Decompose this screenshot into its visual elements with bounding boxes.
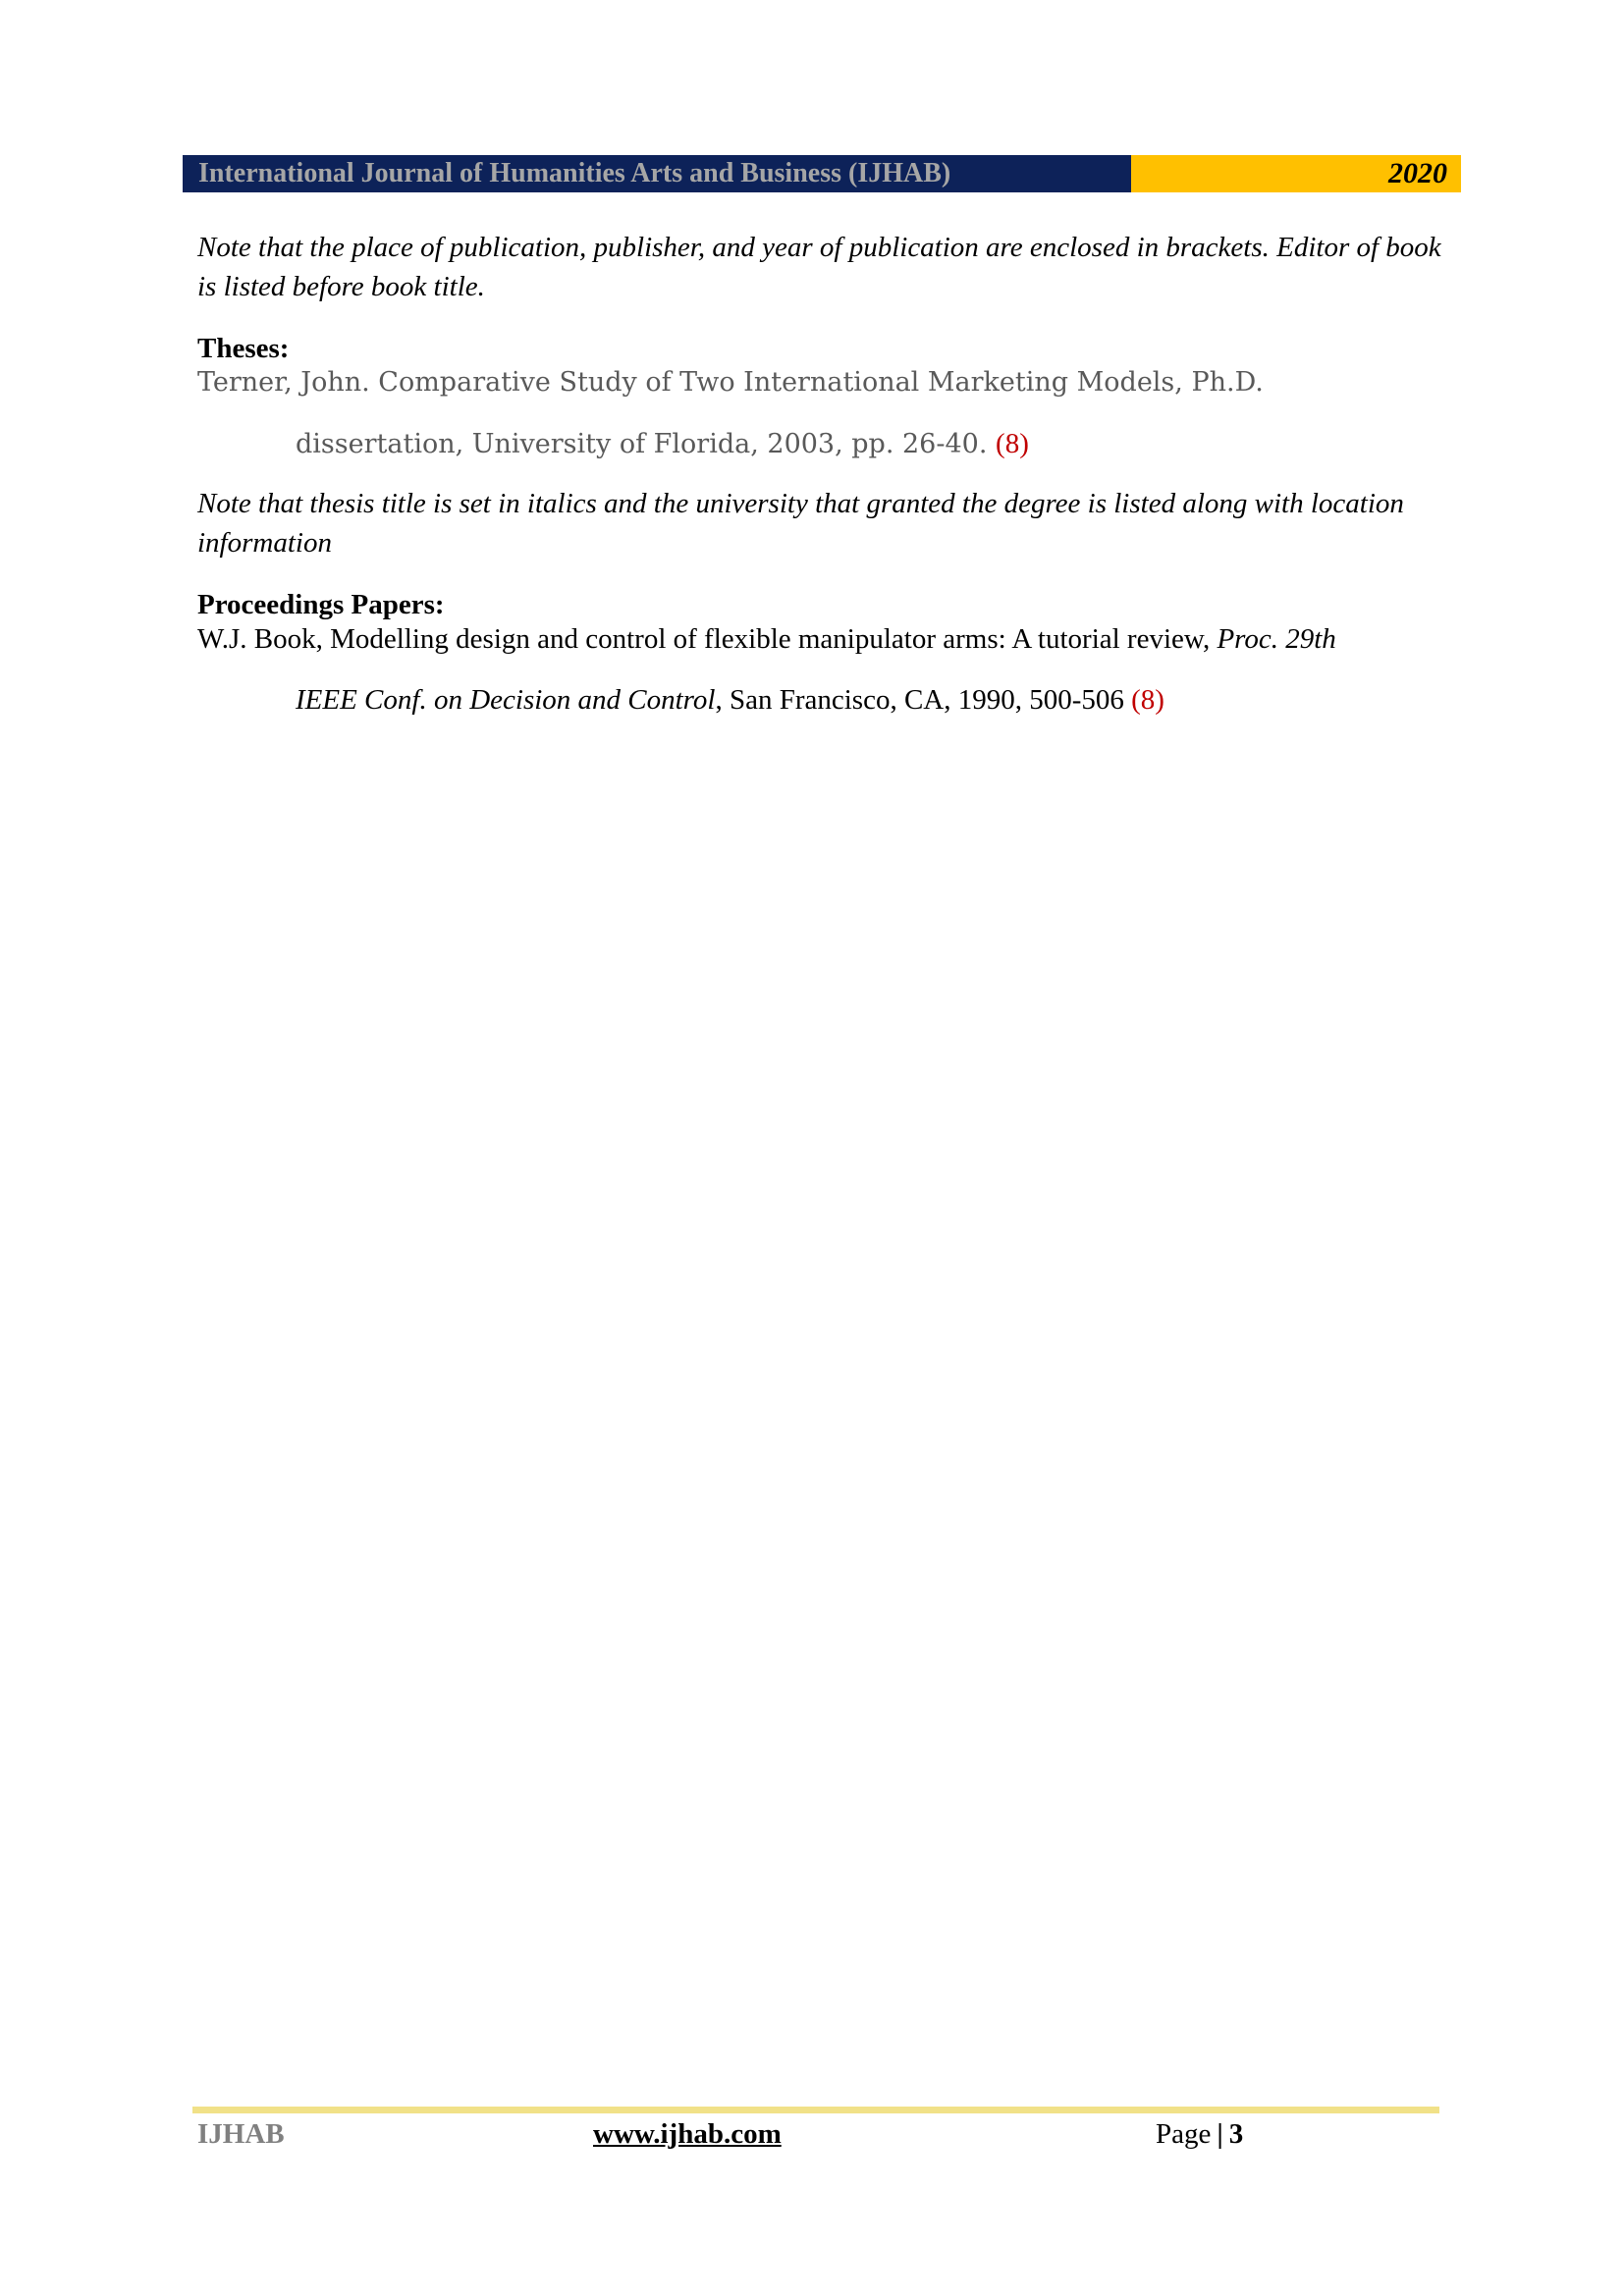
journal-year: 2020 [1388,157,1447,189]
thesis-citation-link[interactable]: (8) [996,428,1029,459]
footer-page-label: Page [1156,2118,1212,2150]
page-footer [197,2118,1444,2158]
footer-page-number: 3 [1228,2118,1244,2150]
journal-title: International Journal of Humanities Arts and Business (IJHAB) [198,158,951,188]
header-year-block [1131,155,1461,192]
book-note: Note that the place of publication, publisher, and year of publication are enclosed in brackets. Editor of book is listed before book title. [197,232,1441,302]
thesis-note: Note that thesis title is set in italics and the university that granted the degree is listed along with location information [197,488,1404,559]
journal-header-bar [183,155,1461,192]
proceedings-reference-line-2 [197,682,1454,718]
header-title-block [183,155,1131,192]
footer-page-indicator [1156,2118,1243,2151]
theses-heading: Theses: [197,333,290,364]
footer-brand: IJHAB [197,2118,285,2150]
footer-website-link[interactable]: www.ijhab.com [593,2118,782,2150]
page-content [197,228,1454,718]
proceedings-venue-part-2: IEEE Conf. on Decision and Control [296,684,716,716]
proceedings-reference-line-1 [197,621,1454,657]
proceedings-citation-link[interactable]: (8) [1131,684,1164,716]
proceedings-venue-part-1: Proc. 29th [1217,623,1336,655]
thesis-reference-line-1: Terner, John. Comparative Study of Two International Marketing Models, Ph.D. [197,367,1264,398]
proceedings-heading: Proceedings Papers: [197,589,445,620]
thesis-reference-text: dissertation, University of Florida, 2003, pp. 26-40. [296,429,988,459]
proceedings-location-pages: , San Francisco, CA, 1990, 500-506 [715,684,1132,716]
thesis-reference-line-2 [197,426,1454,462]
proceedings-reference-text: W.J. Book, Modelling design and control of flexible manipulator arms: A tutorial review, [197,623,1218,655]
footer-rule [192,2107,1439,2113]
footer-separator: | [1217,2118,1223,2150]
